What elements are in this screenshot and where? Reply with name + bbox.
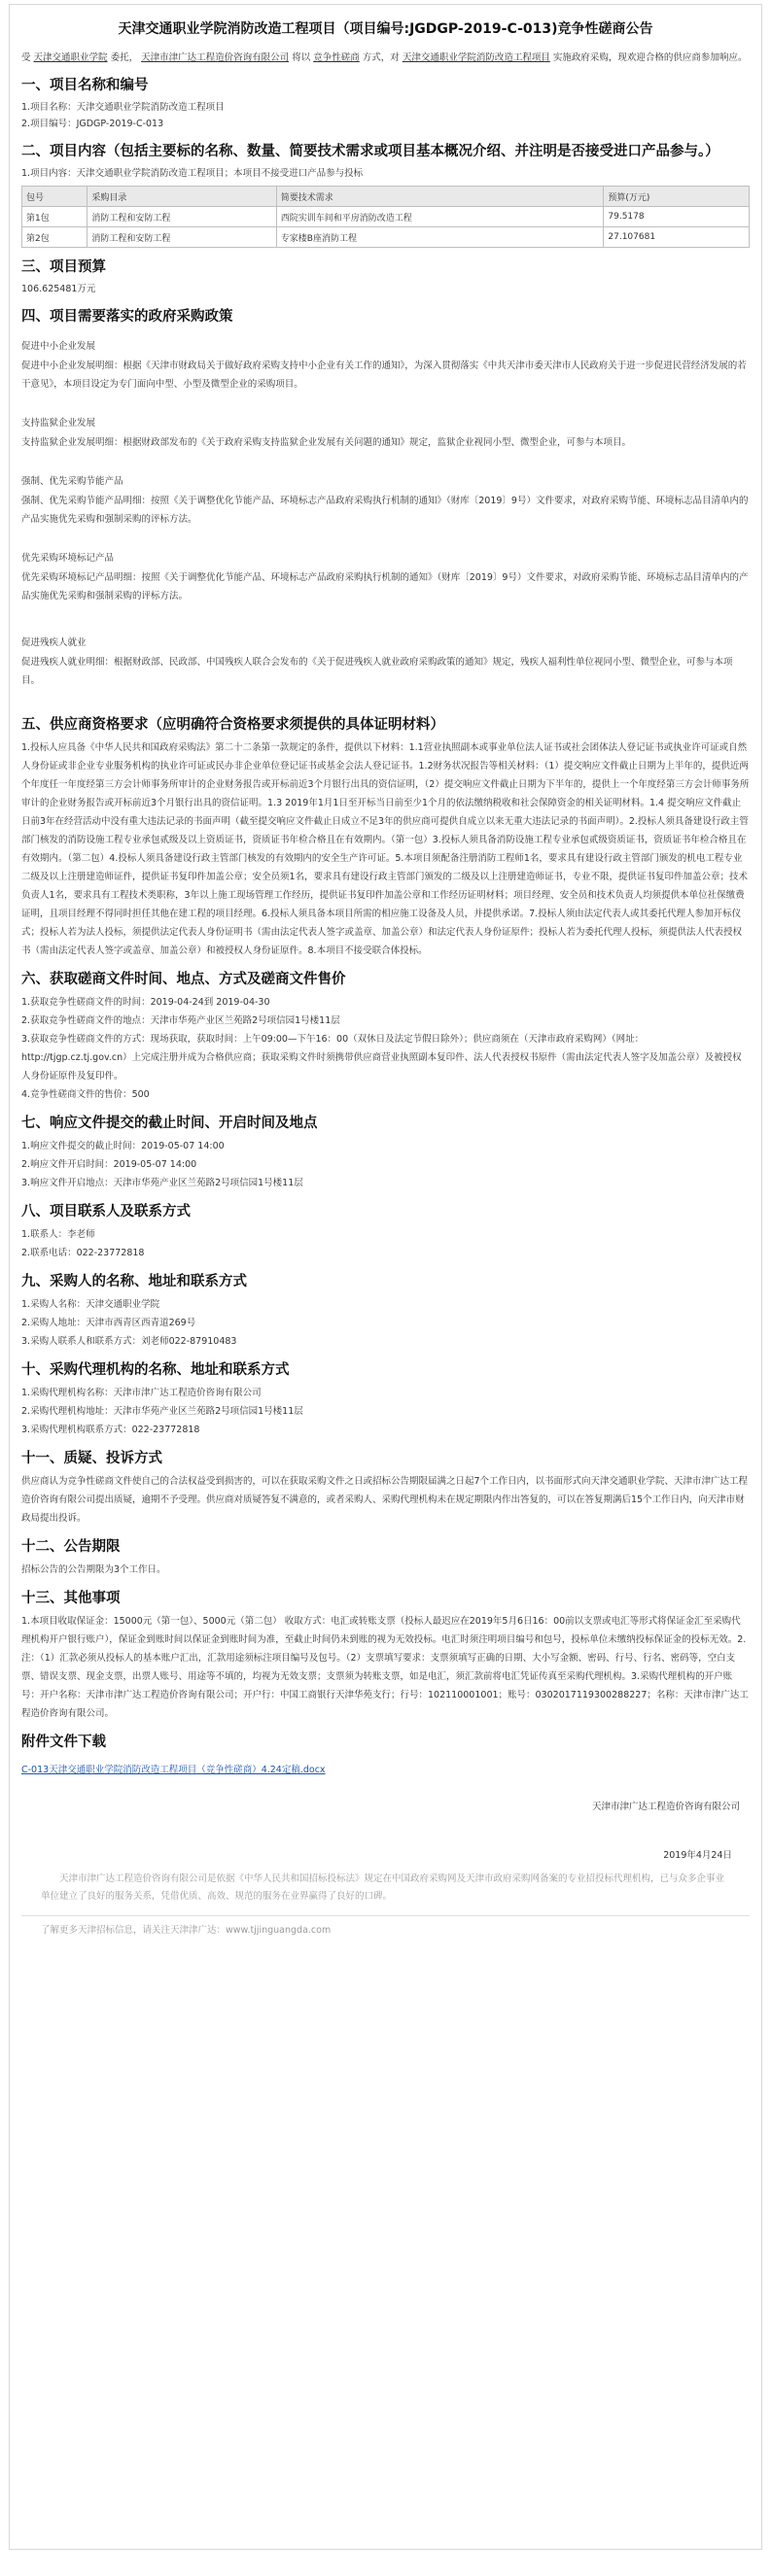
section-heading: 三、项目预算 (21, 259, 106, 275)
section-heading: 一、项目名称和编号 (21, 78, 149, 93)
intro-agency: 天津市津广达工程造价咨询有限公司 (141, 52, 290, 63)
section-line: 1.采购人名称：天津交通职业学院 (21, 1299, 160, 1310)
section-line: 2.采购代理机构地址：天津市华苑产业区兰苑路2号项信园1号楼11层 (21, 1406, 303, 1417)
notice-page (9, 4, 762, 2550)
complaint-text: 供应商认为竞争性磋商文件使自己的合法权益受到损害的，可以在获取采购文件之日或招标公告期限届满之日起7个工作日内，以书面形式向天津交通职业学院、天津市津广达工程造价咨询有限公司提出质疑，逾期不予受理。供应商对质疑答复不满意的，或者采购人、采购代理机构未在规定期限内作出答复的，可以在答复期满后15个工作日内，向天津市财政局提出投诉。 (21, 1476, 749, 1524)
policy-text: 强制、优先采购节能产品明细：按照《关于调整优化节能产品、环境标志产品政府采购执行机制的通知》（财库〔2019〕9号）文件要求，对政府采购节能、环境标志品目清单内的产品实施优先采购和强制采购的评标方法。 (21, 496, 749, 525)
intro-project: 天津交通职业学院消防改造工程项目 (402, 52, 550, 63)
table-header-row (22, 187, 750, 207)
section-line: 3.获取竞争性磋商文件的方式：现场获取，获取时间：上午09:00—下午16：00（双休日及法定节假日除外）；供应商须在（天津市政府采购网）（网址：http://tjgp.cz.tj.gov.cn）上完成注册并成为合格供应商；获取采购文件时须携带供应商营业执照副本复印件、法人代表授权书原件（需由法定代表人签字及加盖公章）及被授权人身份证原件及复印件。 (21, 1034, 742, 1082)
policy-title: 促进残疾人就业 (21, 637, 87, 648)
section-line: 3.采购代理机构联系方式：022-23772818 (21, 1425, 200, 1435)
intro-paragraph (21, 50, 750, 66)
policy-title: 优先采购环境标记产品 (21, 553, 115, 564)
footer-text: 天津市津广达工程造价咨询有限公司是依据《中华人民共和国招标投标法》规定在中国政府采购网及天津市政府采购网备案的专业招投标代理机构，已与众多企事业单位建立了良好的服务关系，凭借优质、高效、规范的服务在业界赢得了良好的口碑。 (41, 1873, 725, 1902)
section-heading: 附件文件下载 (21, 1735, 106, 1750)
table-cell: 79.5178 (604, 207, 750, 227)
section-heading: 七、响应文件提交的截止时间、开启时间及地点 (21, 1116, 318, 1131)
policy-title: 促进中小企业发展 (21, 341, 96, 352)
policy-title: 支持监狱企业发展 (21, 418, 96, 429)
policy-text: 促进残疾人就业明细：根据财政部、民政部、中国残疾人联合会发布的《关于促进残疾人就业政府采购政策的通知》规定，残疾人福利性单位视同小型、微型企业，可参与本项目。 (21, 657, 733, 686)
agency-footer (21, 1867, 750, 1909)
section-line: 3.响应文件开启地点：天津市华苑产业区兰苑路2号项信园1号楼11层 (21, 1178, 303, 1188)
section-line: 106.625481万元 (21, 284, 96, 294)
qualification-text: 1.投标人应具备《中华人民共和国政府采购法》第二十二条第一款规定的条件，提供以下材料：1.1营业执照副本或事业单位法人证书或社会团体法人登记证书或执业许可证或自然人身份证或非企业专业服务机构的执业许可证或民办非企业单位登记证书或基金会法人登记证书。1.2财务状况报告等相关材料：（1）提交响应文件截止日期为上半年的，提供近两个年度任一年度经第三方会计师事务所审计的企业财务报告或开标前近3个月银行出具的资信证明，（2）提交响应文件截止日期为下半年的，提供上一个年度经第三方会计师事务所审计的企业财务报告或开标前近3个月银行出具的资信证明。1.3 2019年1月1日至开标当日前至少1个月的依法缴纳税收和社会保障资金的相关证明材料。1.4 提交响应文件截止日前3年在经营活动中没有重大违法记录的书面声明（截至提交响应文件截止日成立不足3年的供应商可提供自成立以来无重大违法记录的书面声明）。2.投标人须具备建设行政主管部门核发的消防设施工程专业承包贰级及以上资质证书，资质证书年检合格且在有效期内。（第一包）3.投标人须具备消防设施工程专业承包贰级资质证书，资质证书年检合格且在有效期内。（第二包）4.投标人须具备建设行政主管部门核发的有效期内的安全生产许可证。5.本项目须配备注册消防工程师1名，要求具有建设行政主管部门颁发的机电工程专业二级及以上注册建造师证件，提供证书复印件加盖公章；安全员须1名，要求具有建设行政主管部门颁发的二级及以上注册建造师证书，专业不限，提供证书复印件加盖公章；技术负责人1名，要求具有工程技术类职称，3年以上施工现场管理工作经历，提供证书复印件加盖公章和工作经历证明材料；项目经理、安全员和技术负责人均须提供本单位社保缴费证明，且项目经理不得同时担任其他在建工程的项目经理。6.投标人须具备本项目所需的相应施工设备及人员，并提供承诺。7.投标人须由法定代表人或其委托代理人参加开标仪式；投标人若为法人投标，须提供法定代表人身份证明书（需由法定代表人签字或盖章、加盖公章）和法定代表人身份证原件；投标人若为委托代理人投标，须提供法人代表授权书（需由法定代表人签字或盖章、加盖公章）和被授权人身份证原件。8.本项目不接受联合体投标。 (21, 742, 750, 956)
policy-text: 促进中小企业发展明细：根据《天津市财政局关于做好政府采购支持中小企业有关工作的通知》，为深入贯彻落实《中共天津市委天津市人民政府关于进一步促进民营经济发展的若干意见》，本项目设定为专门面向中型、小型及微型企业的采购项目。 (21, 361, 747, 390)
table-header: 包号 (22, 187, 88, 207)
policy-group (21, 550, 750, 605)
policy-group (21, 338, 750, 394)
section-line: 2.采购人地址：天津市西青区西青道269号 (21, 1318, 196, 1328)
intro-purchaser: 天津交通职业学院 (33, 52, 108, 63)
table-cell: 消防工程和安防工程 (88, 207, 276, 227)
section-line: 招标公告的公告期限为3个工作日。 (21, 1564, 166, 1575)
table-header: 简要技术需求 (276, 187, 604, 207)
other-matters-text: 1.本项目收取保证金：15000元（第一包）、5000元（第二包） 收取方式：电汇或转账支票（投标人最迟应在2019年5月6日16：00前以支票或电汇等形式将保证金汇至采购代理机构开户银行账户），保证金到账时间以保证金到账时间为准，至截止时间仍未到账的视为无效投标。电汇时须注明项目编号和包号，投标单位未缴纳投标保证金的投标无效。2.注：（1）汇款必须从投标人的基本账户汇出，汇款用途须标注项目编号及包号。（2）支票填写要求：支票须填写正确的日期、大小写金额、密码、行号、行名、密码等，空白支票、错误支票、现金支票，出票人账号、用途等不填的，均视为无效支票；支票须为转账支票，如是电汇，须汇款前将电汇凭证传真至采购代理机构。3.采购代理机构的开户账号：开户名称：天津市津广达工程造价咨询有限公司；开户行：中国工商银行天津华苑支行；行号：102110001001；账号：0302017119300288227；名称：天津市津广达工程造价咨询有限公司。 (21, 1616, 749, 1719)
policy-group (21, 473, 750, 529)
table-cell: 第2包 (22, 227, 88, 248)
intro-text: 将以 (292, 52, 311, 63)
section-heading: 二、项目内容（包括主要标的名称、数量、简要技术需求或项目基本概况介绍、并注明是否接受进口产品参与。） (21, 144, 719, 159)
package-table (21, 186, 750, 248)
policy-group (21, 415, 750, 452)
section-line: 1.获取竞争性磋商文件的时间：2019-04-24到 2019-04-30 (21, 997, 270, 1008)
table-cell: 西院实训车间和平房消防改造工程 (276, 207, 604, 227)
section-line: 1.响应文件提交的截止时间：2019-05-07 14:00 (21, 1141, 225, 1151)
footer-divider (21, 1915, 750, 1916)
section-line: 2.响应文件开启时间：2019-05-07 14:00 (21, 1159, 197, 1170)
section-heading: 六、获取磋商文件时间、地点、方式及磋商文件售价 (21, 972, 346, 987)
section-line: 2.项目编号：JGDGP-2019-C-013 (21, 119, 164, 129)
intro-text: 方式，对 (362, 52, 400, 63)
section-line: 2.联系电话：022-23772818 (21, 1248, 145, 1258)
section-heading: 十、采购代理机构的名称、地址和联系方式 (21, 1362, 290, 1378)
attachment-download-link[interactable]: C-013天津交通职业学院消防改造工程项目（竞争性磋商）4.24定稿.docx (21, 1765, 326, 1775)
agency-signature: 天津市津广达工程造价咨询有限公司 (591, 1802, 740, 1812)
section-heading: 九、采购人的名称、地址和联系方式 (21, 1274, 247, 1289)
section-heading: 四、项目需要落实的政府采购政策 (21, 309, 233, 325)
section-heading: 八、项目联系人及联系方式 (21, 1204, 191, 1219)
section-heading: 十三、其他事项 (21, 1591, 121, 1606)
table-cell: 专家楼B座消防工程 (276, 227, 604, 248)
intro-text: 受 (21, 52, 31, 63)
table-cell: 消防工程和安防工程 (88, 227, 276, 248)
table-header: 采购目录 (88, 187, 276, 207)
intro-text: 实施政府采购，现欢迎合格的供应商参加响应。 (552, 52, 748, 63)
intro-text: 委托， (110, 52, 139, 63)
intro-method: 竞争性磋商 (313, 52, 360, 63)
notice-date: 2019年4月24日 (663, 1850, 732, 1861)
policy-title: 强制、优先采购节能产品 (21, 476, 123, 487)
section-line: 1.项目内容：天津交通职业学院消防改造工程项目；本项目不接受进口产品参与投标 (21, 168, 364, 179)
section-line: 1.采购代理机构名称：天津市津广达工程造价咨询有限公司 (21, 1388, 262, 1398)
table-row (22, 227, 750, 248)
section-heading: 五、供应商资格要求（应明确符合资格要求须提供的具体证明材料） (21, 717, 444, 733)
section-line: 4.竞争性磋商文件的售价：500 (21, 1089, 150, 1100)
section-line: 3.采购人联系人和联系方式：刘老师022-87910483 (21, 1336, 237, 1347)
table-cell: 27.107681 (604, 227, 750, 248)
section-line: 2.获取竞争性磋商文件的地点：天津市华苑产业区兰苑路2号项信园1号楼11层 (21, 1015, 340, 1026)
footer-more-info: 了解更多天津招标信息，请关注天津津广达：www.tjjinguangda.com (41, 1925, 332, 1936)
policy-text: 支持监狱企业发展明细：根据财政部发布的《关于政府采购支持监狱企业发展有关问题的通知》规定，监狱企业视同小型、微型企业，可参与本项目。 (21, 437, 632, 448)
section-line: 1.项目名称：天津交通职业学院消防改造工程项目 (21, 102, 225, 113)
section-line: 1.联系人：李老师 (21, 1229, 95, 1240)
table-row (22, 207, 750, 227)
policy-group (21, 635, 750, 690)
policy-text: 优先采购环境标记产品明细：按照《关于调整优化节能产品、环境标志产品政府采购执行机制的通知》（财库〔2019〕9号）文件要求，对政府采购节能、环境标志品目清单内的产品实施优先采购和强制采购的评标方法。 (21, 572, 749, 601)
notice-title: 天津交通职业学院消防改造工程项目（项目编号:JGDGP-2019-C-013)竞争性磋商公告 (118, 21, 653, 37)
table-cell: 第1包 (22, 207, 88, 227)
section-heading: 十一、质疑、投诉方式 (21, 1451, 162, 1466)
table-header: 预算(万元) (604, 187, 750, 207)
section-heading: 十二、公告期限 (21, 1539, 121, 1555)
